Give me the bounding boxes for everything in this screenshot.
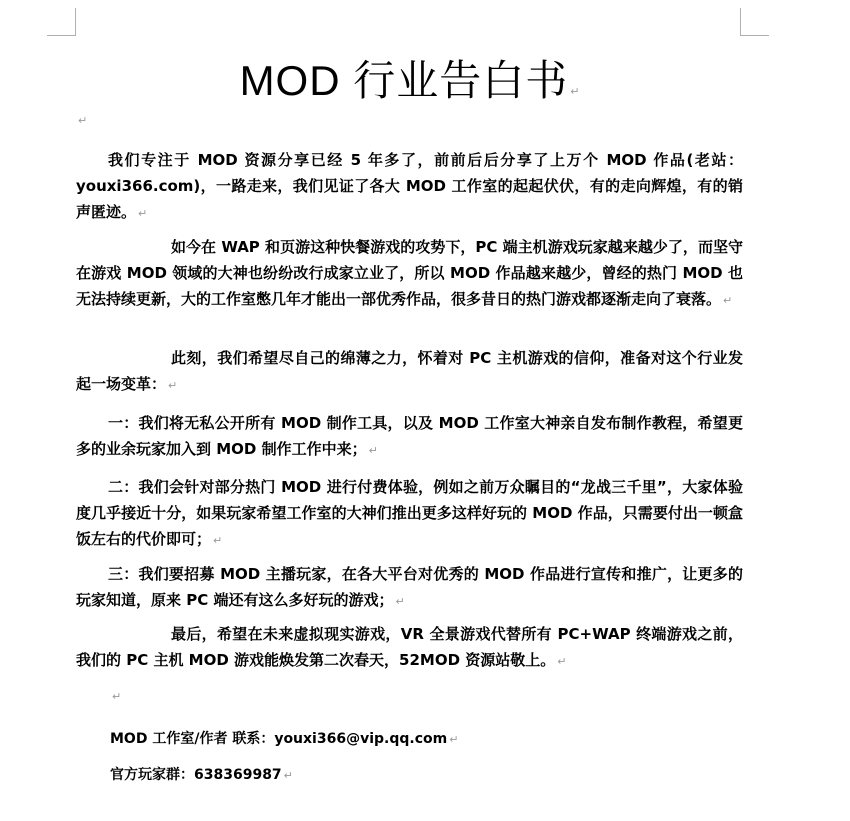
paragraph-text: 二：我们会针对部分热门 MOD 进行付费体验，例如之前万众瞩目的“龙战三千里”，大家体验度几乎接近十分，如果玩家希望工作室的大神们推出更多这样好玩的 MOD 作品，只需要付出一顿盒饭左右的代价即可； [76, 478, 743, 548]
paragraph-3[interactable] [76, 345, 743, 399]
paragraph-mark-icon: ↵ [449, 733, 459, 746]
group-line[interactable] [110, 764, 293, 784]
paragraph-1[interactable] [76, 147, 743, 227]
paragraph-4[interactable] [76, 410, 743, 464]
paragraph-mark-icon: ↵ [723, 294, 733, 307]
paragraph-mark-icon: ↵ [78, 114, 88, 127]
paragraph-text: 此刻，我们希望尽自己的绵薄之力，怀着对 PC 主机游戏的信仰，准备对这个行业发起一场变革： [76, 349, 743, 393]
paragraph-mark-icon: ↵ [368, 444, 378, 457]
title-text: MOD 行业告白书 [239, 57, 569, 104]
paragraph-text: 一：我们将无私公开所有 MOD 制作工具，以及 MOD 工作室大神亲自发布制作教程，希望更多的业余玩家加入到 MOD 制作工作中来； [76, 414, 743, 458]
paragraph-5[interactable] [76, 474, 743, 554]
paragraph-mark-icon: ↵ [557, 655, 567, 668]
paragraph-text: 三：我们要招募 MOD 主播玩家，在各大平台对优秀的 MOD 作品进行宣传和推广，让更多的玩家知道，原来 PC 端还有这么多好玩的游戏； [76, 565, 743, 609]
paragraph-mark-icon: ↵ [168, 379, 178, 392]
group-text: 官方玩家群：638369987 [110, 767, 282, 783]
paragraph-mark-icon: ↵ [570, 86, 581, 98]
paragraph-7[interactable] [76, 621, 743, 675]
page-corner-mark-top-right [740, 8, 769, 36]
paragraph-mark-icon: ↵ [213, 534, 223, 547]
paragraph-text: 最后，希望在未来虚拟现实游戏，VR 全景游戏代替所有 PC+WAP 终端游戏之前，我们的 PC 主机 MOD 游戏能焕发第二次春天，52MOD 资源站敬上。 [76, 625, 743, 669]
contact-line[interactable] [110, 728, 458, 748]
paragraph-2[interactable] [76, 234, 743, 314]
page-corner-mark-top-left [47, 8, 76, 36]
paragraph-mark-icon: ↵ [112, 690, 122, 703]
document-title[interactable] [0, 48, 820, 108]
paragraph-text: 如今在 WAP 和页游这种快餐游戏的攻势下，PC 端主机游戏玩家越来越少了，而坚守在游戏 MOD 领域的大神也纷纷改行成家立业了，所以 MOD 作品越来越少，曾经的热门 MOD 也无法持续更新，大的工作室憋几年才能出一部优秀作品，很多昔日的热门游戏都逐渐走向了衰落。 [76, 238, 743, 308]
paragraph-mark-icon: ↵ [283, 769, 293, 782]
paragraph-text: 我们专注于 MOD 资源分享已经 5 年多了，前前后后分享了上万个 MOD 作品(老站：youxi366.com)，一路走来，我们见证了各大 MOD 工作室的起起伏伏，有的走向辉煌，有的销声匿迹。 [76, 151, 743, 221]
paragraph-mark-icon: ↵ [395, 595, 405, 608]
contact-text: MOD 工作室/作者 联系：youxi366@vip.qq.com [110, 731, 448, 747]
paragraph-mark-icon: ↵ [138, 207, 148, 220]
paragraph-6[interactable] [76, 561, 743, 615]
